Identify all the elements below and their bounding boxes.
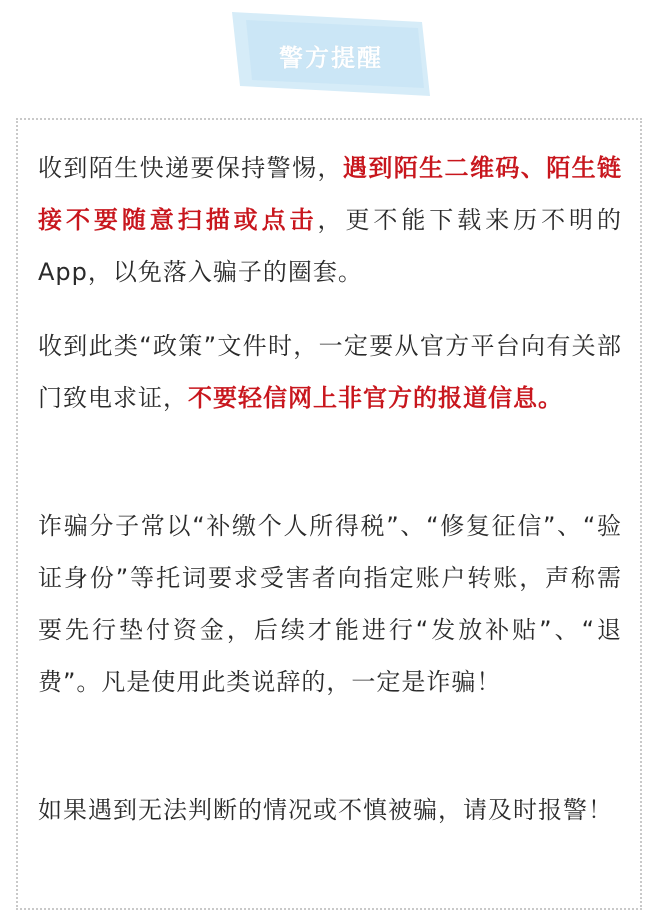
paragraph-text: 收到陌生快递要保持警惕，: [38, 154, 343, 182]
paragraph-fraud-tactics: 诈骗分子常以“补缴个人所得税”、“修复征信”、“验证身份”等托词要求受害者向指定账户转账，声称需要先行垫付资金，后续才能进行“发放补贴”、“退费”。凡是使用此类说辞的，一定是诈骗！: [38, 512, 622, 696]
highlighted-warning: 不要轻信网上非官方的报道信息。: [188, 384, 563, 412]
paragraph-report-police: 如果遇到无法判断的情况或不慎被骗，请及时报警！: [38, 796, 613, 824]
paragraph-policy-verify: [38, 320, 622, 424]
page-title: 警方提醒: [279, 44, 383, 72]
header: [0, 0, 660, 110]
paragraph-text: ，更不能下载来历不明的App，以免落入骗子的圈套。: [38, 206, 622, 286]
highlighted-warning: 遇到陌生二维码、陌生链接不要随意扫描或点击: [38, 154, 623, 234]
notice-content-box: [16, 118, 642, 910]
paragraph-express-warning: [38, 142, 622, 298]
paragraph-text: 收到此类“政策”文件时，一定要从官方平台向有关部门致电求证，: [38, 332, 622, 412]
